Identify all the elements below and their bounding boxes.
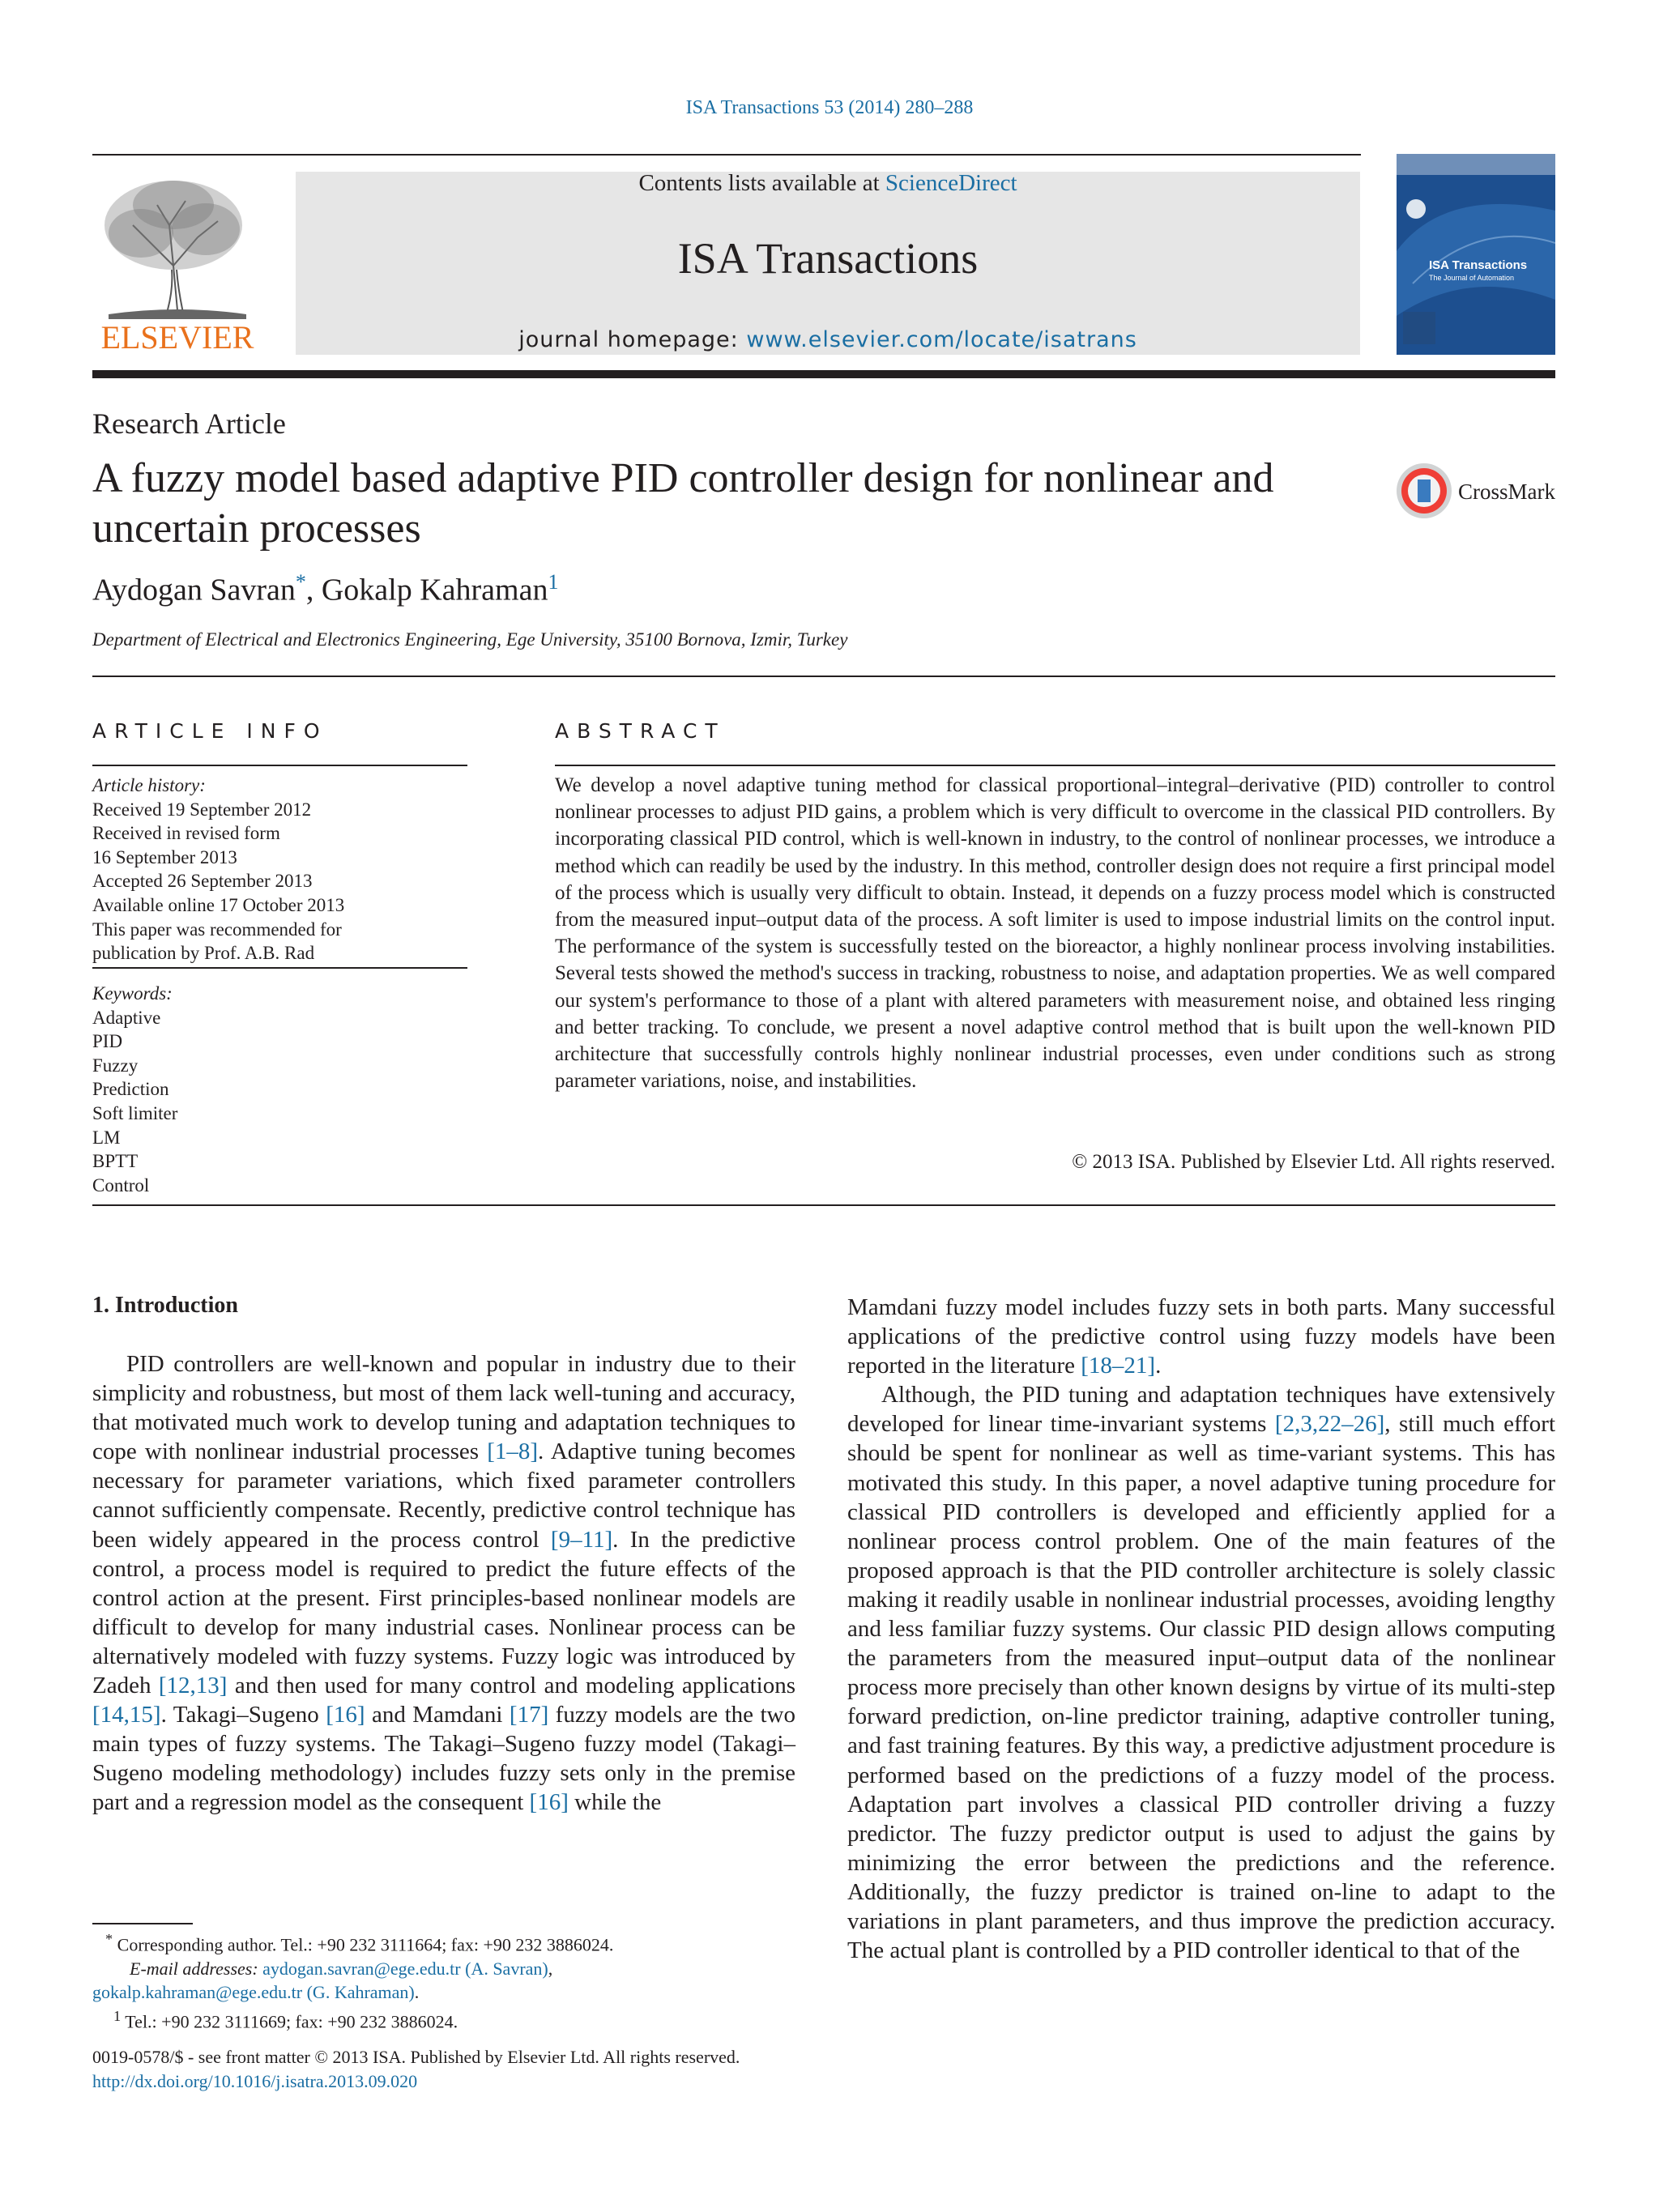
- paragraph-text: , still much effort should be spent for nonlinear as well as time-variant systems. This has motivated this study. In this paper, a novel adaptive tuning procedure for classical PID controllers is developed and efficiently applied for a nonlinear process control problem. One of the main features of the proposed approach is that the PID controller architecture is solely classic making it readily usable in nonlinear industrial processes, avoiding lengthy and less familiar fuzzy systems. Our classic PID design allows computing the parameters from the measured input–output data of the nonlinear process more precisely than other known designs by virtue of its multi-step forward prediction, on-line predictor training, adaptive controller tuning, and fast training features. By this way, a predictive adjustment procedure is performed based on the predictions of a fuzzy model of the process. Adaptation part involves a classical PID controller driving a fuzzy predictor. The fuzzy predictor output is used to adjust the gains by minimizing the error between the predictions and the reference. Additionally, the fuzzy predictor is trained on-line to adapt to the variations in plant parameters, and thus improve the prediction accuracy. The actual plant is controlled by a PID controller identical to that of the: [847, 1411, 1555, 1964]
- footnote-emails: [92, 1957, 795, 1981]
- keywords-label: Keywords:: [92, 983, 173, 1004]
- footnote-mark: 1: [113, 2007, 122, 2024]
- keyword-item: Prediction: [92, 1079, 169, 1100]
- elsevier-wordmark: ELSEVIER: [100, 319, 254, 355]
- footnote-text: Corresponding author. Tel.: +90 232 3111664; fax: +90 232 3886024.: [113, 1934, 614, 1955]
- contents-line: [296, 170, 1360, 197]
- paragraph-text: . Adaptive tuning becomes necessary for parameter variations, which fixed parameter controllers cannot sufficiently compensate. Recently, predictive control technique has been widely appeared in the process control: [92, 1438, 795, 1553]
- keyword-item: Fuzzy: [92, 1055, 139, 1076]
- abstract-rule: [555, 765, 1555, 766]
- paragraph-text: .: [1155, 1353, 1162, 1379]
- citation-link[interactable]: [2,3,22–26]: [1274, 1411, 1385, 1438]
- front-matter: [92, 2045, 740, 2093]
- citation-link[interactable]: [16]: [326, 1702, 365, 1728]
- article-title: A fuzzy model based adaptive PID controller design for nonlinear and uncertain processes: [92, 455, 1274, 552]
- email-end: .: [414, 1982, 420, 2003]
- crossmark-label: CrossMark: [1458, 479, 1555, 504]
- affiliation-rule: [92, 676, 1555, 677]
- abstract-heading: ABSTRACT: [555, 719, 726, 743]
- header-thick-rule: [92, 370, 1555, 378]
- keyword-item: Adaptive: [92, 1007, 161, 1028]
- body-column-left: [92, 1349, 795, 1818]
- corresponding-author-mark[interactable]: *: [295, 570, 306, 594]
- history-line: This paper was recommended for: [92, 918, 342, 940]
- keyword-item: BPTT: [92, 1151, 139, 1172]
- email-label: E-mail addresses:: [130, 1958, 263, 1979]
- footnote-mark: *: [105, 1931, 113, 1947]
- intro-paragraph: [847, 1380, 1555, 1965]
- paragraph-text: . Takagi–Sugeno: [160, 1702, 326, 1728]
- paragraph-text: . In the predictive control, a process model is required to predict the future effects of the control action at the present. First principles-based nonlinear models are difficult to develop for many industrial cases. Nonlinear process can be alternatively modeled with fuzzy systems. Fuzzy logic was introduced by Zadeh: [92, 1526, 795, 1699]
- homepage-prefix: journal homepage:: [518, 327, 747, 352]
- author-footnote-mark[interactable]: 1: [548, 570, 559, 594]
- author-list: [92, 570, 558, 608]
- keyword-item: PID: [92, 1031, 123, 1052]
- article-info-heading: ARTICLE INFO: [92, 719, 328, 743]
- keyword-item: Soft limiter: [92, 1102, 178, 1123]
- journal-cover-thumbnail[interactable]: [1397, 154, 1555, 355]
- abstract-copyright: © 2013 ISA. Published by Elsevier Ltd. All rights reserved.: [1072, 1151, 1555, 1173]
- journal-reference-link[interactable]: ISA Transactions 53 (2014) 280–288: [685, 97, 974, 118]
- paragraph-text: Although, the PID tuning and adaptation techniques have extensively developed for linear time-invariant systems: [847, 1382, 1555, 1438]
- footnote-author2: [92, 2005, 795, 2034]
- author-separator: ,: [305, 573, 322, 607]
- paragraph-text: fuzzy models are the two main types of fuzzy systems. The Takagi–Sugeno fuzzy model (Takagi–Sugeno modeling methodology) includes fuzzy sets only in the premise part and a regression model as the consequent: [92, 1702, 795, 1816]
- history-line: Available online 17 October 2013: [92, 894, 345, 915]
- header-top-rule: [92, 154, 1361, 156]
- citation-link[interactable]: [12,13]: [158, 1673, 228, 1699]
- history-line: 16 September 2013: [92, 846, 237, 867]
- history-line: publication by Prof. A.B. Rad: [92, 943, 315, 964]
- citation-link[interactable]: [17]: [509, 1702, 549, 1728]
- email-separator: ,: [548, 1958, 553, 1979]
- paragraph-text: while the: [568, 1789, 662, 1816]
- cover-subtitle: The Journal of Automation: [1429, 274, 1515, 282]
- keywords-rule: [92, 967, 467, 969]
- paragraph-text: PID controllers are well-known and popular in industry due to their simplicity and robustness, but most of them lack well-tuning and accuracy, that motivated much work to develop tuning and adaptation techniques to cope with nonlinear industrial processes: [92, 1351, 795, 1465]
- elsevier-tree-icon: [92, 168, 262, 355]
- citation-link[interactable]: [16]: [529, 1789, 569, 1816]
- affiliation: Department of Electrical and Electronics Engineering, Ege University, 35100 Bornova, Izmir, Turkey: [92, 629, 848, 650]
- section-heading-introduction: 1. Introduction: [92, 1293, 238, 1318]
- history-line: Received in revised form: [92, 823, 280, 844]
- elsevier-logo: [92, 168, 262, 355]
- citation-link[interactable]: [14,15]: [92, 1702, 161, 1728]
- citation-link[interactable]: [18–21]: [1081, 1353, 1156, 1379]
- abstract-text: We develop a novel adaptive tuning method for classical proportional–integral–derivative (PID) controller to control nonlinear processes to adjust PID gains, a problem which is very difficult to overcome in the classical PID controllers. By incorporating classical PID control, which is well-known in industry, to the control of nonlinear processes, we introduce a method which can readily be used by the industry. In this method, controller design does not require a first principal model of the process which is usually very difficult to obtain. Instead, it depends on a fuzzy process model which is constructed from the measured input–output data of the process. A soft limiter is used to impose industrial limits on the control input. The performance of the system is successfully tested on the bioreactor, a highly nonlinear process involving instabilities. Several tests showed the method's success in tracking, robustness to noise, and adaptation properties. We as well compared our system's performance to those of a plant with altered parameters with measurement noise, and obtained less ringing and better tracking. To conclude, we present a novel adaptive control method that is built upon the well-known PID architecture that successfully controls highly nonlinear industrial processes, even under conditions such as strong parameter variations, noise, and instabilities.: [555, 774, 1555, 1093]
- keyword-item: Control: [92, 1174, 150, 1196]
- history-line: Received 19 September 2012: [92, 799, 312, 820]
- body-column-right: [847, 1293, 1555, 1965]
- footnotes: [92, 1928, 795, 2034]
- intro-paragraph: [847, 1293, 1555, 1380]
- contents-prefix: Contents lists available at: [638, 170, 885, 196]
- citation-link[interactable]: [9–11]: [550, 1526, 613, 1553]
- article-history: [92, 774, 467, 965]
- homepage-line: [296, 327, 1360, 352]
- crossmark-badge[interactable]: [1395, 460, 1555, 523]
- history-line: Accepted 26 September 2013: [92, 871, 313, 892]
- footnote-corresponding: [92, 1928, 795, 1957]
- article-type: Research Article: [92, 407, 286, 440]
- cover-title: ISA Transactions: [1429, 258, 1528, 272]
- citation-link[interactable]: [1–8]: [487, 1438, 539, 1465]
- article-info-rule: [92, 765, 467, 766]
- footnote-text: Tel.: +90 232 3111669; fax: +90 232 3886024.: [121, 2011, 458, 2032]
- history-label: Article history:: [92, 775, 206, 795]
- intro-paragraph: [92, 1349, 795, 1818]
- author-savran[interactable]: Aydogan Savran: [92, 573, 296, 607]
- keywords-list: [92, 982, 467, 1197]
- abstract-bottom-rule: [92, 1204, 1555, 1206]
- footnote-rule: [92, 1923, 193, 1924]
- journal-name: ISA Transactions: [677, 234, 979, 283]
- author-kahraman[interactable]: Gokalp Kahraman: [321, 573, 548, 607]
- email-link-kahraman[interactable]: gokalp.kahraman@ege.edu.tr (G. Kahraman): [92, 1982, 415, 2003]
- email-link-savran[interactable]: aydogan.savran@ege.edu.tr (A. Savran): [262, 1958, 548, 1979]
- keyword-item: LM: [92, 1127, 121, 1148]
- issn-line: 0019-0578/$ - see front matter © 2013 ISA. Published by Elsevier Ltd. All rights reserved.: [92, 2047, 740, 2067]
- doi-link[interactable]: http://dx.doi.org/10.1016/j.isatra.2013.09.020: [92, 2070, 418, 2091]
- homepage-link[interactable]: www.elsevier.com/locate/isatrans: [746, 327, 1137, 352]
- paragraph-text: and Mamdani: [365, 1702, 510, 1728]
- sciencedirect-link[interactable]: ScienceDirect: [885, 170, 1017, 196]
- paragraph-text: and then used for many control and modeling applications: [227, 1673, 795, 1699]
- footnote-email-line2: [92, 1980, 795, 2005]
- paragraph-text: Mamdani fuzzy model includes fuzzy sets in both parts. Many successful applications of the predictive control using fuzzy models have been reported in the literature: [847, 1294, 1555, 1379]
